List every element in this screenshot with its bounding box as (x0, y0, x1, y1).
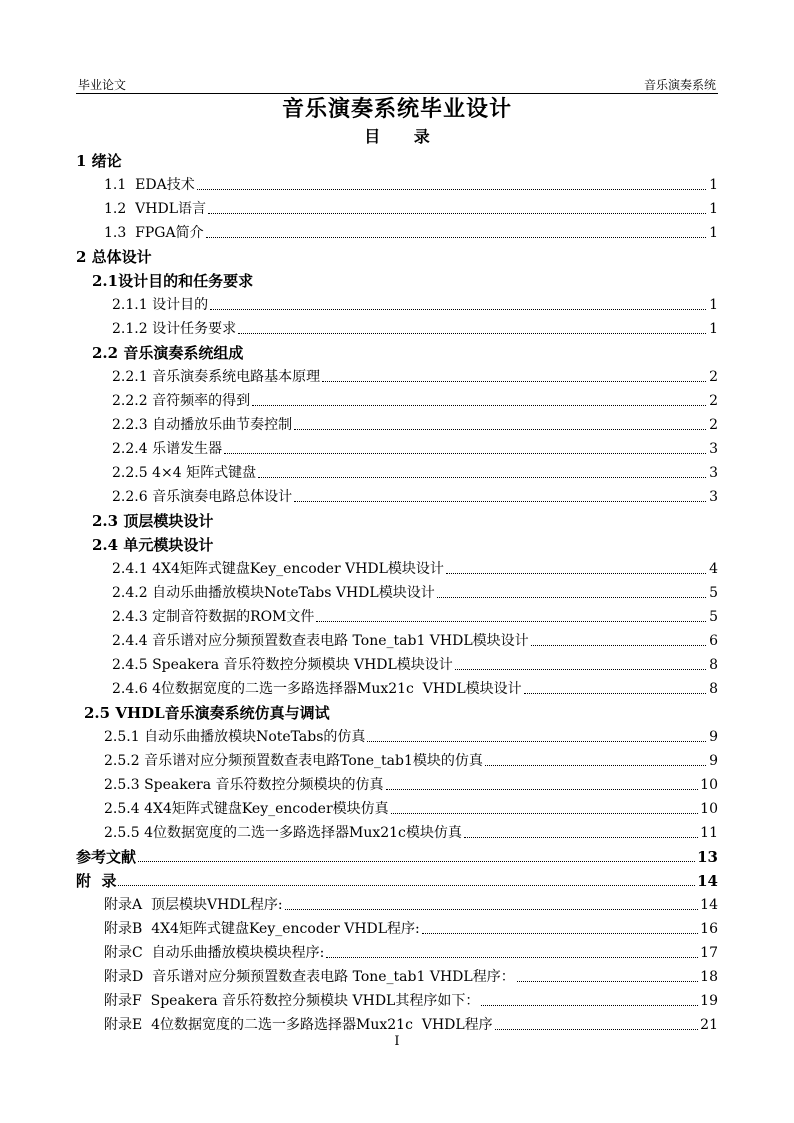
toc-entry[interactable] (76, 242, 718, 266)
toc-entry-label: 2.5.5 4位数据宽度的二选一多路选择器Mux21c模块仿真 (104, 825, 462, 841)
toc-entry-page: 10 (700, 777, 718, 793)
toc-entry-label: 2 总体设计 (76, 248, 152, 266)
toc-entry[interactable] (76, 818, 718, 842)
toc-entry-label: 2.2.6 音乐演奏电路总体设计 (112, 489, 293, 505)
toc-entry-label: 参考文献 (76, 848, 137, 866)
toc-entry[interactable] (76, 458, 718, 482)
toc-entry-page: 3 (709, 465, 718, 481)
toc-entry-page: 1 (709, 321, 718, 337)
toc-entry[interactable] (76, 146, 718, 170)
toc-dot-leader (224, 453, 706, 454)
toc-dot-leader (252, 405, 706, 406)
toc-dot-leader (391, 813, 699, 814)
toc-dot-leader (464, 837, 698, 838)
toc-entry-page: 1 (709, 225, 718, 241)
toc-dot-leader (285, 909, 699, 910)
toc-dot-leader (316, 621, 706, 622)
toc-entry-page: 16 (700, 921, 718, 937)
toc-entry[interactable] (76, 746, 718, 770)
toc-entry[interactable] (76, 938, 718, 962)
toc-entry[interactable] (76, 866, 718, 890)
toc-entry-label: 2.1设计目的和任务要求 (92, 272, 254, 290)
toc-dot-leader (294, 501, 706, 502)
toc-entry-page: 3 (709, 441, 718, 457)
toc-entry-label: 附录B 4X4矩阵式键盘Key_encoder VHDL程序: (104, 921, 420, 937)
toc-entry[interactable] (76, 554, 718, 578)
toc-entry-page: 17 (700, 945, 718, 961)
toc-entry-label: 2.2.1 音乐演奏系统电路基本原理 (112, 369, 321, 385)
toc-entry-label: 2.4.1 4X4矩阵式键盘Key_encoder VHDL模块设计 (112, 561, 444, 577)
toc-entry-label: 2.4.2 自动乐曲播放模块NoteTabs VHDL模块设计 (112, 585, 435, 601)
toc-entry-label: 附录A 顶层模块VHDL程序: (104, 897, 283, 913)
toc-entry-label: 附录F Speakera 音乐符数控分频模块 VHDL其程序如下： (104, 993, 480, 1009)
toc-entry-label: 1.1 EDA技术 (104, 177, 195, 193)
toc-entry-label: 2.2.3 自动播放乐曲节奏控制 (112, 417, 293, 433)
toc-entry[interactable] (76, 410, 718, 434)
toc-entry[interactable] (76, 194, 718, 218)
toc-dot-leader (206, 237, 706, 238)
toc-entry[interactable] (76, 170, 718, 194)
toc-entry[interactable] (76, 722, 718, 746)
toc-entry[interactable] (76, 770, 718, 794)
toc-dot-leader (294, 429, 706, 430)
toc-entry[interactable] (76, 914, 718, 938)
page-number: I (394, 1034, 400, 1049)
toc-entry-page: 2 (709, 417, 718, 433)
toc-entry-page: 8 (709, 681, 718, 697)
toc-entry[interactable] (76, 290, 718, 314)
toc-entry-page: 19 (700, 993, 718, 1009)
toc-dot-leader (437, 597, 706, 598)
toc-dot-leader (517, 981, 698, 982)
toc-dot-leader (210, 309, 706, 310)
toc-entry[interactable] (76, 626, 718, 650)
toc-entry-label: 2.5.1 自动乐曲播放模块NoteTabs的仿真 (104, 729, 366, 745)
toc-entry-page: 10 (700, 801, 718, 817)
toc-dot-leader (386, 789, 699, 790)
toc-entry-page: 2 (709, 369, 718, 385)
toc-entry-label: 2.5.3 Speakera 音乐符数控分频模块的仿真 (104, 777, 384, 793)
toc-dot-leader (531, 645, 706, 646)
toc-entry-label: 1.3 FPGA简介 (104, 225, 204, 241)
toc-entry-page: 21 (700, 1017, 718, 1033)
toc-entry-page: 11 (700, 825, 718, 841)
toc-dot-leader (455, 669, 706, 670)
toc-entry[interactable] (76, 962, 718, 986)
toc-entry[interactable] (76, 506, 718, 530)
toc-dot-leader (422, 933, 698, 934)
toc-entry-page: 9 (709, 729, 718, 745)
toc-entry-page: 14 (700, 897, 718, 913)
toc-dot-leader (446, 573, 706, 574)
toc-dot-leader (118, 885, 695, 886)
toc-entry[interactable] (76, 266, 718, 290)
toc-entry[interactable] (76, 698, 718, 722)
toc-entry-label: 附录C 自动乐曲播放模块模块程序: (104, 945, 325, 961)
toc-dot-leader (495, 1029, 699, 1030)
toc-entry[interactable] (76, 218, 718, 242)
toc-entry-page: 3 (709, 489, 718, 505)
toc-entry-page: 13 (697, 848, 718, 866)
toc-entry-label: 附录D 音乐谱对应分频预置数查表电路 Tone_tab1 VHDL程序： (104, 969, 515, 985)
toc-entry[interactable] (76, 578, 718, 602)
toc-dot-leader (481, 1005, 698, 1006)
table-of-contents (76, 146, 718, 1034)
toc-entry-page: 5 (709, 585, 718, 601)
toc-entry[interactable] (76, 362, 718, 386)
toc-entry[interactable] (76, 890, 718, 914)
toc-entry-page: 2 (709, 393, 718, 409)
toc-entry[interactable] (76, 1010, 718, 1034)
toc-entry[interactable] (76, 650, 718, 674)
toc-entry-label: 2.4.3 定制音符数据的ROM文件 (112, 609, 315, 625)
toc-entry-label: 附 录 (76, 872, 117, 890)
toc-entry-label: 1 绪论 (76, 152, 122, 170)
toc-entry-label: 2.5.2 音乐谱对应分频预置数查表电路Tone_tab1模块的仿真 (104, 753, 483, 769)
toc-entry[interactable] (76, 530, 718, 554)
toc-entry-label: 2.4.6 4位数据宽度的二选一多路选择器Mux21c VHDL模块设计 (112, 681, 522, 697)
toc-entry-page: 1 (709, 177, 718, 193)
toc-entry-label: 2.1.2 设计任务要求 (112, 321, 237, 337)
toc-dot-leader (322, 381, 706, 382)
toc-entry-label: 2.2.2 音符频率的得到 (112, 393, 251, 409)
toc-dot-leader (138, 861, 695, 862)
toc-entry-page: 4 (709, 561, 718, 577)
toc-entry[interactable] (76, 482, 718, 506)
toc-entry[interactable] (76, 794, 718, 818)
toc-entry[interactable] (76, 602, 718, 626)
toc-entry[interactable] (76, 338, 718, 362)
toc-entry-label: 1.2 VHDL语言 (104, 201, 207, 217)
toc-entry[interactable] (76, 986, 718, 1010)
toc-entry[interactable] (76, 842, 718, 866)
toc-entry[interactable] (76, 674, 718, 698)
document-title: 音乐演奏系统毕业设计 (281, 96, 512, 122)
toc-entry-label: 2.5.4 4X4矩阵式键盘Key_encoder模块仿真 (104, 801, 389, 817)
toc-dot-leader (524, 693, 706, 694)
toc-entry[interactable] (76, 386, 718, 410)
toc-dot-leader (258, 477, 706, 478)
toc-entry-page: 14 (697, 872, 718, 890)
toc-entry-page: 1 (709, 201, 718, 217)
toc-entry-page: 6 (709, 633, 718, 649)
toc-entry-label: 2.4.4 音乐谱对应分频预置数查表电路 Tone_tab1 VHDL模块设计 (112, 633, 529, 649)
toc-entry-label: 2.1.1 设计目的 (112, 297, 209, 313)
toc-entry-label: 2.4.5 Speakera 音乐符数控分频模块 VHDL模块设计 (112, 657, 453, 673)
toc-entry-label: 2.2.5 4×4 矩阵式键盘 (112, 465, 257, 481)
toc-dot-leader (197, 189, 706, 190)
header-right-text: 音乐演奏系统 (643, 78, 716, 92)
toc-entry-label: 2.2 音乐演奏系统组成 (92, 344, 244, 362)
toc-dot-leader (485, 765, 706, 766)
toc-dot-leader (208, 213, 706, 214)
toc-dot-leader (367, 741, 706, 742)
toc-entry-label: 2.5 VHDL音乐演奏系统仿真与调试 (84, 704, 330, 722)
toc-entry-label: 附录E 4位数据宽度的二选一多路选择器Mux21c VHDL程序 (104, 1017, 493, 1033)
header-left-text: 毕业论文 (78, 78, 127, 92)
toc-heading: 目 录 (364, 127, 444, 146)
toc-entry-page: 8 (709, 657, 718, 673)
toc-entry-page: 18 (700, 969, 718, 985)
toc-entry[interactable] (76, 314, 718, 338)
toc-entry-label: 2.4 单元模块设计 (92, 536, 214, 554)
toc-dot-leader (326, 957, 698, 958)
toc-entry-label: 2.3 顶层模块设计 (92, 512, 214, 530)
toc-entry-label: 2.2.4 乐谱发生器 (112, 441, 223, 457)
toc-entry-page: 1 (709, 297, 718, 313)
toc-entry-page: 9 (709, 753, 718, 769)
toc-dot-leader (238, 333, 706, 334)
toc-entry[interactable] (76, 434, 718, 458)
toc-entry-page: 5 (709, 609, 718, 625)
